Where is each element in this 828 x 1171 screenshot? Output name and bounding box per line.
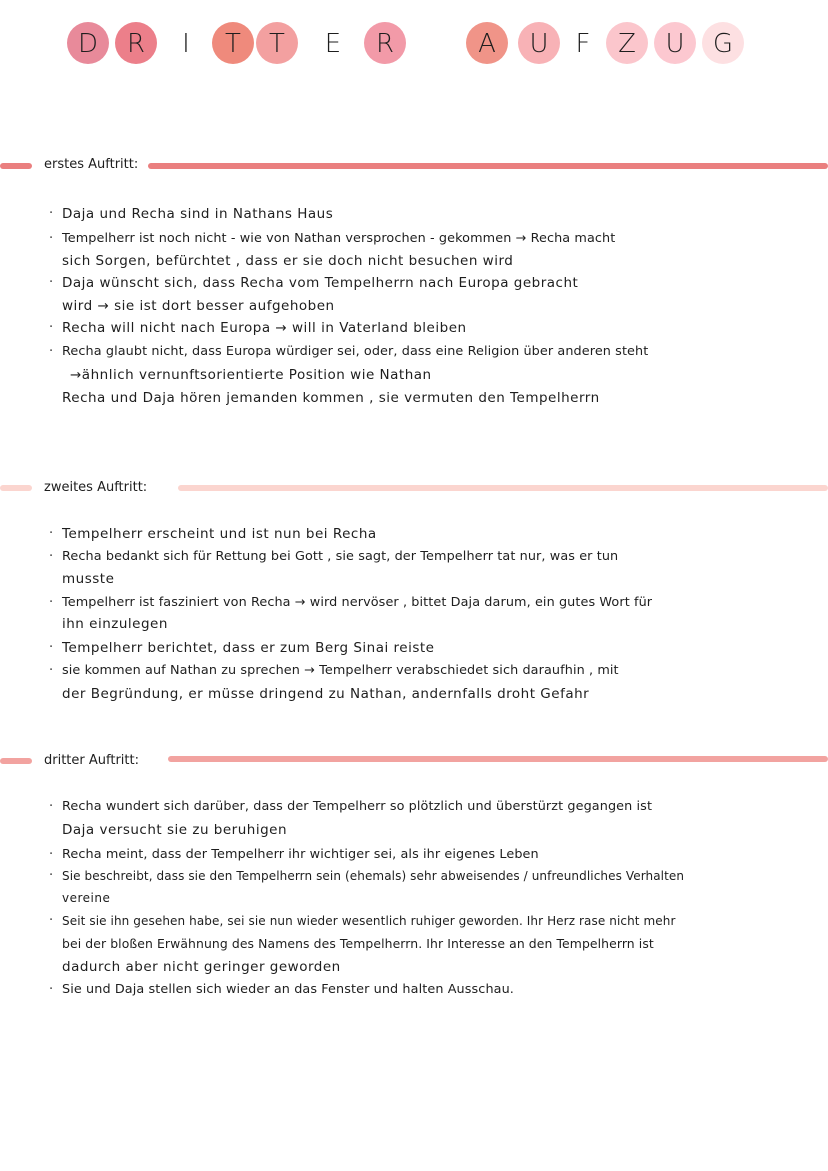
note-line: dadurch aber nicht geringer geworden: [62, 959, 341, 975]
bullet: ·: [49, 549, 54, 564]
note-line: →ähnlich vernunftsorientierte Position wie Nathan: [70, 367, 432, 383]
bullet: ·: [49, 663, 54, 678]
title-letter: A: [478, 29, 496, 59]
note-line: Recha glaubt nicht, dass Europa würdiger sei, oder, dass eine Religion über anderen steht: [62, 344, 649, 359]
note-line: Recha bedankt sich für Rettung bei Gott , sie sagt, der Tempelherr tat nur, was er tun: [62, 549, 619, 564]
title-letter: R: [375, 29, 395, 59]
title-letter: E: [324, 29, 342, 59]
page-title: [0, 0, 828, 90]
section-right-bar: [148, 163, 828, 169]
note-line: Seit sie ihn gesehen habe, sei sie nun wieder wesentlich ruhiger geworden. Ihr Herz rase nicht mehr: [62, 914, 676, 928]
note-line: Tempelherr erscheint und ist nun bei Recha: [62, 526, 377, 542]
bullet: ·: [49, 799, 54, 814]
title-letter: Z: [618, 29, 636, 59]
bullet: ·: [49, 231, 54, 246]
section-right-bar: [178, 485, 828, 491]
title-letter: T: [225, 29, 241, 59]
title-letter: F: [575, 29, 591, 59]
section-label: zweites Auftritt:: [44, 480, 148, 495]
note-line: musste: [62, 571, 115, 587]
bullet: ·: [49, 640, 54, 655]
bullet: ·: [49, 868, 54, 883]
note-line: Daja wünscht sich, dass Recha vom Tempelherrn nach Europa gebracht: [62, 275, 579, 291]
note-line: Recha und Daja hören jemanden kommen , sie vermuten den Tempelherrn: [62, 390, 600, 406]
section-left-bar: [0, 485, 32, 491]
note-line: Daja und Recha sind in Nathans Haus: [62, 206, 334, 222]
note-line: Sie beschreibt, dass sie den Tempelherrn sein (ehemals) sehr abweisendes / unfreundliches Verhalten: [62, 869, 685, 883]
note-line: vereine: [62, 891, 111, 905]
section-left-bar: [0, 163, 32, 169]
section-header-3: [0, 751, 828, 781]
bullet: ·: [49, 344, 54, 359]
note-line: Sie und Daja stellen sich wieder an das Fenster und halten Ausschau.: [62, 982, 514, 997]
bullet: ·: [49, 526, 54, 541]
note-line: wird → sie ist dort besser aufgehoben: [62, 298, 335, 314]
section-right-bar: [168, 756, 828, 762]
note-line: Daja versucht sie zu beruhigen: [62, 822, 288, 838]
section-label: erstes Auftritt:: [44, 157, 139, 172]
note-line: ihn einzulegen: [62, 616, 168, 632]
title-letter: D: [77, 29, 99, 59]
title-letter: R: [126, 29, 146, 59]
note-line: der Begründung, er müsse dringend zu Nathan, andernfalls droht Gefahr: [62, 686, 590, 702]
bullet: ·: [49, 320, 54, 335]
bullet: ·: [49, 206, 54, 221]
note-line: Tempelherr berichtet, dass er zum Berg Sinai reiste: [62, 640, 435, 656]
section-header-2: [0, 478, 828, 508]
note-line: Recha wundert sich darüber, dass der Tempelherr so plötzlich und überstürzt gegangen ist: [62, 799, 653, 814]
note-line: Recha meint, dass der Tempelherr ihr wichtiger sei, als ihr eigenes Leben: [62, 847, 539, 862]
title-letter: G: [712, 29, 734, 59]
note-line: bei der bloßen Erwähnung des Namens des Tempelherrn. Ihr Interesse an den Tempelherrn ist: [62, 936, 654, 951]
section-header-1: [0, 155, 828, 185]
title-letter: U: [529, 29, 549, 59]
bullet: ·: [49, 275, 54, 290]
title-letter: I: [182, 29, 190, 59]
bullet: ·: [49, 595, 54, 610]
note-line: Tempelherr ist noch nicht - wie von Nathan versprochen - gekommen → Recha macht: [62, 231, 616, 246]
note-line: sie kommen auf Nathan zu sprechen → Tempelherr verabschiedet sich daraufhin , mit: [62, 663, 619, 678]
title-letter: T: [269, 29, 285, 59]
title-letter: U: [665, 29, 685, 59]
note-line: Tempelherr ist fasziniert von Recha → wird nervöser , bittet Daja darum, ein gutes Wort für: [62, 595, 653, 610]
note-line: Recha will nicht nach Europa → will in Vaterland bleiben: [62, 320, 467, 336]
section-left-bar: [0, 758, 32, 764]
bullet: ·: [49, 913, 54, 928]
bullet: ·: [49, 982, 54, 997]
bullet: ·: [49, 847, 54, 862]
section-label: dritter Auftritt:: [44, 753, 139, 768]
note-line: sich Sorgen, befürchtet , dass er sie doch nicht besuchen wird: [62, 253, 514, 269]
